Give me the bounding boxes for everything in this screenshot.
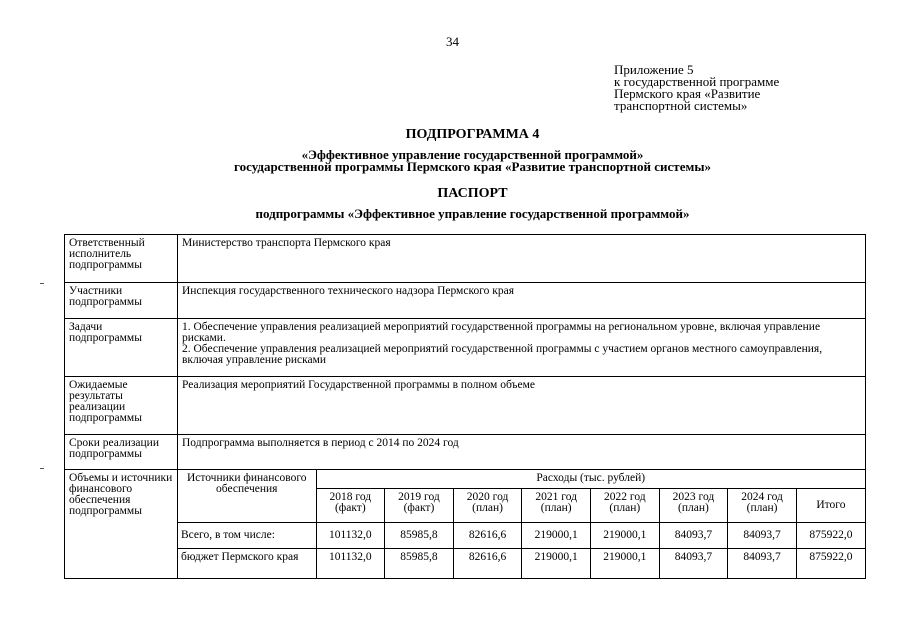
table-row bbox=[65, 283, 866, 319]
value-cell: 82616,6 bbox=[453, 522, 522, 548]
table-row bbox=[178, 470, 865, 488]
expenses-header: Расходы (тыс. рублей) bbox=[316, 470, 865, 488]
value-cell: 84093,7 bbox=[728, 522, 797, 548]
table-row bbox=[65, 235, 866, 283]
appendix-line: Приложение 5 bbox=[614, 62, 694, 77]
source-label: Всего, в том числе: bbox=[178, 522, 316, 548]
row-label: Участники подпрограммы bbox=[65, 283, 178, 319]
value-cell: 219000,1 bbox=[522, 522, 591, 548]
value-cell: 85985,8 bbox=[385, 522, 454, 548]
table-row bbox=[65, 377, 866, 435]
source-label: бюджет Пермского края bbox=[178, 548, 316, 578]
page-number: 34 bbox=[446, 34, 459, 49]
passport-subtitle: подпрограммы «Эффективное управление государственной программой» bbox=[255, 206, 690, 221]
value-cell: 85985,8 bbox=[385, 548, 454, 578]
passport-heading: ПАСПОРТ bbox=[437, 186, 508, 201]
row-label: Объемы и источники финансового обеспечения подпрограммы bbox=[65, 470, 178, 579]
table-row bbox=[65, 470, 866, 579]
scan-mark bbox=[40, 468, 44, 469]
value-cell: 84093,7 bbox=[728, 548, 797, 578]
row-value: Реализация мероприятий Государственной программы в полном объеме bbox=[178, 377, 866, 435]
row-label: Задачи подпрограммы bbox=[65, 319, 178, 377]
value-cell: 101132,0 bbox=[316, 522, 385, 548]
value-cell: 219000,1 bbox=[591, 548, 660, 578]
year-header: 2020 год (план) bbox=[453, 488, 522, 522]
value-cell: 84093,7 bbox=[659, 548, 728, 578]
table-row bbox=[178, 548, 865, 578]
table-row bbox=[65, 319, 866, 377]
row-value: Подпрограмма выполняется в период с 2014 по 2024 год bbox=[178, 435, 866, 470]
row-label: Сроки реализации подпрограммы bbox=[65, 435, 178, 470]
passport-table bbox=[64, 234, 866, 579]
row-value: Инспекция государственного технического надзора Пермского края bbox=[178, 283, 866, 319]
value-cell: 84093,7 bbox=[659, 522, 728, 548]
year-header: 2019 год (факт) bbox=[385, 488, 454, 522]
subprogram-title-line2: государственной программы Пермского края «Развитие транспортной системы» bbox=[234, 159, 711, 174]
year-header: 2022 год (план) bbox=[591, 488, 660, 522]
value-cell: 82616,6 bbox=[453, 548, 522, 578]
total-header: Итого bbox=[796, 488, 865, 522]
value-cell: 875922,0 bbox=[796, 548, 865, 578]
row-value bbox=[178, 319, 866, 377]
value-cell: 219000,1 bbox=[522, 548, 591, 578]
value-cell: 101132,0 bbox=[316, 548, 385, 578]
financing-cell bbox=[178, 470, 866, 579]
task-item: 2. Обеспечение управления реализацией мероприятий государственной программы с участием органов местного самоуправления, включая управление рисками bbox=[182, 343, 823, 366]
scan-mark bbox=[40, 283, 44, 284]
task-item: 1. Обеспечение управления реализацией мероприятий государственной программы на региональном уровне, включая управление рисками. bbox=[182, 321, 821, 344]
year-header: 2018 год (факт) bbox=[316, 488, 385, 522]
subprogram-title-line1: «Эффективное управление государственной программой» bbox=[301, 147, 644, 162]
value-cell: 875922,0 bbox=[796, 522, 865, 548]
appendix-line: к государственной программе bbox=[614, 74, 780, 89]
year-header: 2024 год (план) bbox=[728, 488, 797, 522]
value-cell: 219000,1 bbox=[591, 522, 660, 548]
year-header: 2021 год (план) bbox=[522, 488, 591, 522]
row-label: Ожидаемые результаты реализации подпрограммы bbox=[65, 377, 178, 435]
year-header: 2023 год (план) bbox=[659, 488, 728, 522]
sources-header: Источники финансового обеспечения bbox=[178, 470, 316, 522]
row-value: Министерство транспорта Пермского края bbox=[178, 235, 866, 283]
financing-table bbox=[178, 470, 865, 578]
row-label: Ответственный исполнитель подпрограммы bbox=[65, 235, 178, 283]
table-row bbox=[178, 522, 865, 548]
table-row bbox=[65, 435, 866, 470]
subprogram-heading: ПОДПРОГРАММА 4 bbox=[405, 127, 540, 142]
appendix-line: Пермского края «Развитие bbox=[614, 86, 761, 101]
appendix-line: транспортной системы» bbox=[614, 98, 748, 113]
appendix-note bbox=[614, 64, 894, 112]
